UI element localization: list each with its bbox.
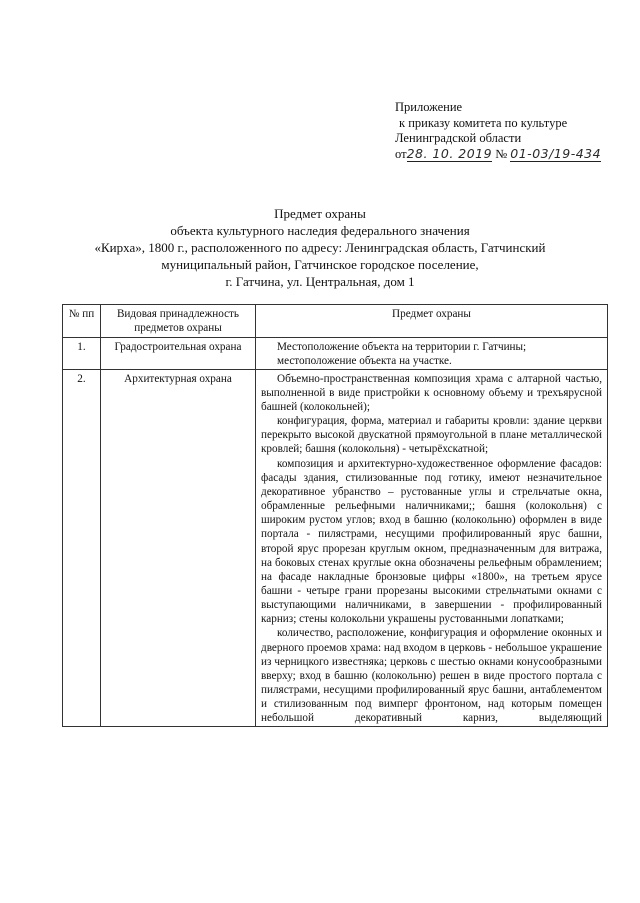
header-subject: Предмет охраны	[256, 305, 608, 338]
appendix-date-line	[395, 147, 625, 163]
handwritten-date: 28. 10. 2019	[406, 145, 493, 161]
number-prefix: №	[495, 146, 508, 161]
protection-subject-table	[62, 304, 608, 727]
title-line-2: объекта культурного наследия федерального значения	[170, 223, 470, 238]
handwritten-number: 01-03/19-434	[510, 145, 602, 161]
subject-paragraph: Объемно-пространственная композиция храма с алтарной частью, выполненной в виде пристройки к основному объему и трехъярусной башней (колокольней);	[261, 372, 602, 413]
subject-paragraph: конфигурация, форма, материал и габариты кровли: здание церкви перекрыто высокой двускатной прямоугольной в плане металлической кровлей; башня (колокольня) - четырёхскатной;	[261, 415, 602, 456]
subject-paragraph: количество, расположение, конфигурация и оформление оконных и дверного проемов храма: над входом в церковь - небольшое украшение из черницкого известняка; церковь с шестью окнами конусообразными вверху; вход в башню (колокольню) решен в виде простого портала с пилястрами, несущими профилированный ярус башни, антаблементом и стилизованным под вимперг фронтоном, над которым помещен небольшой декоративный карниз, выделяющий	[261, 627, 602, 725]
subject-paragraph: местоположение объекта на участке.	[277, 355, 452, 368]
table-row	[63, 369, 608, 726]
row-subject	[256, 369, 608, 726]
title-line-1: Предмет охраны	[274, 206, 366, 221]
appendix-line-3: Ленинградской области	[395, 131, 522, 145]
appendix-block	[395, 100, 625, 162]
title-line-5: г. Гатчина, ул. Центральная, дом 1	[225, 274, 415, 289]
header-number: № пп	[63, 305, 101, 338]
title-line-4: муниципальный район, Гатчинское городское поселение,	[161, 257, 479, 272]
row-type: Архитектурная охрана	[101, 369, 256, 726]
table-row	[63, 338, 608, 369]
table-header-row	[63, 305, 608, 338]
date-prefix: от	[395, 146, 407, 161]
row-subject	[256, 338, 608, 369]
row-number: 2.	[63, 369, 101, 726]
row-number: 1.	[63, 338, 101, 369]
subject-paragraph: композиция и архитектурно-художественное оформление фасадов: фасады здания, стилизованные под готику, имеют незначительное декоративное убранство – рустованные углы и стрельчатые окна, обрамленные рельефными наличниками;; башня (колокольня) с широким рустом углов; вход в башню (колокольню) оформлен в виде портала - пилястрами, несущими профилированный ярус башни, второй ярус прорезан круглым окном, предназначенным для витража, на боковых стенах круглые окна обозначены рельефным обрамлением; на фасаде накладные бронзовые цифры «1800», на третьем ярусе башни - четыре грани прорезаны высокими стрельчатыми окнами с выступающими наличниками, в завершении - профилированный карниз; стены колокольни украшены рустованными лопатками;	[261, 457, 602, 626]
header-type: Видовая принадлежность предметов охраны	[101, 305, 256, 338]
subject-paragraph: Местоположение объекта на территории г. Гатчины;	[277, 341, 527, 354]
row-type: Градостроительная охрана	[101, 338, 256, 369]
appendix-line-2: к приказу комитета по культуре	[399, 115, 568, 130]
appendix-line-1: Приложение	[395, 100, 463, 114]
document-title	[40, 205, 600, 290]
title-line-3: «Кирха», 1800 г., расположенного по адресу: Ленинградская область, Гатчинский	[94, 240, 546, 255]
